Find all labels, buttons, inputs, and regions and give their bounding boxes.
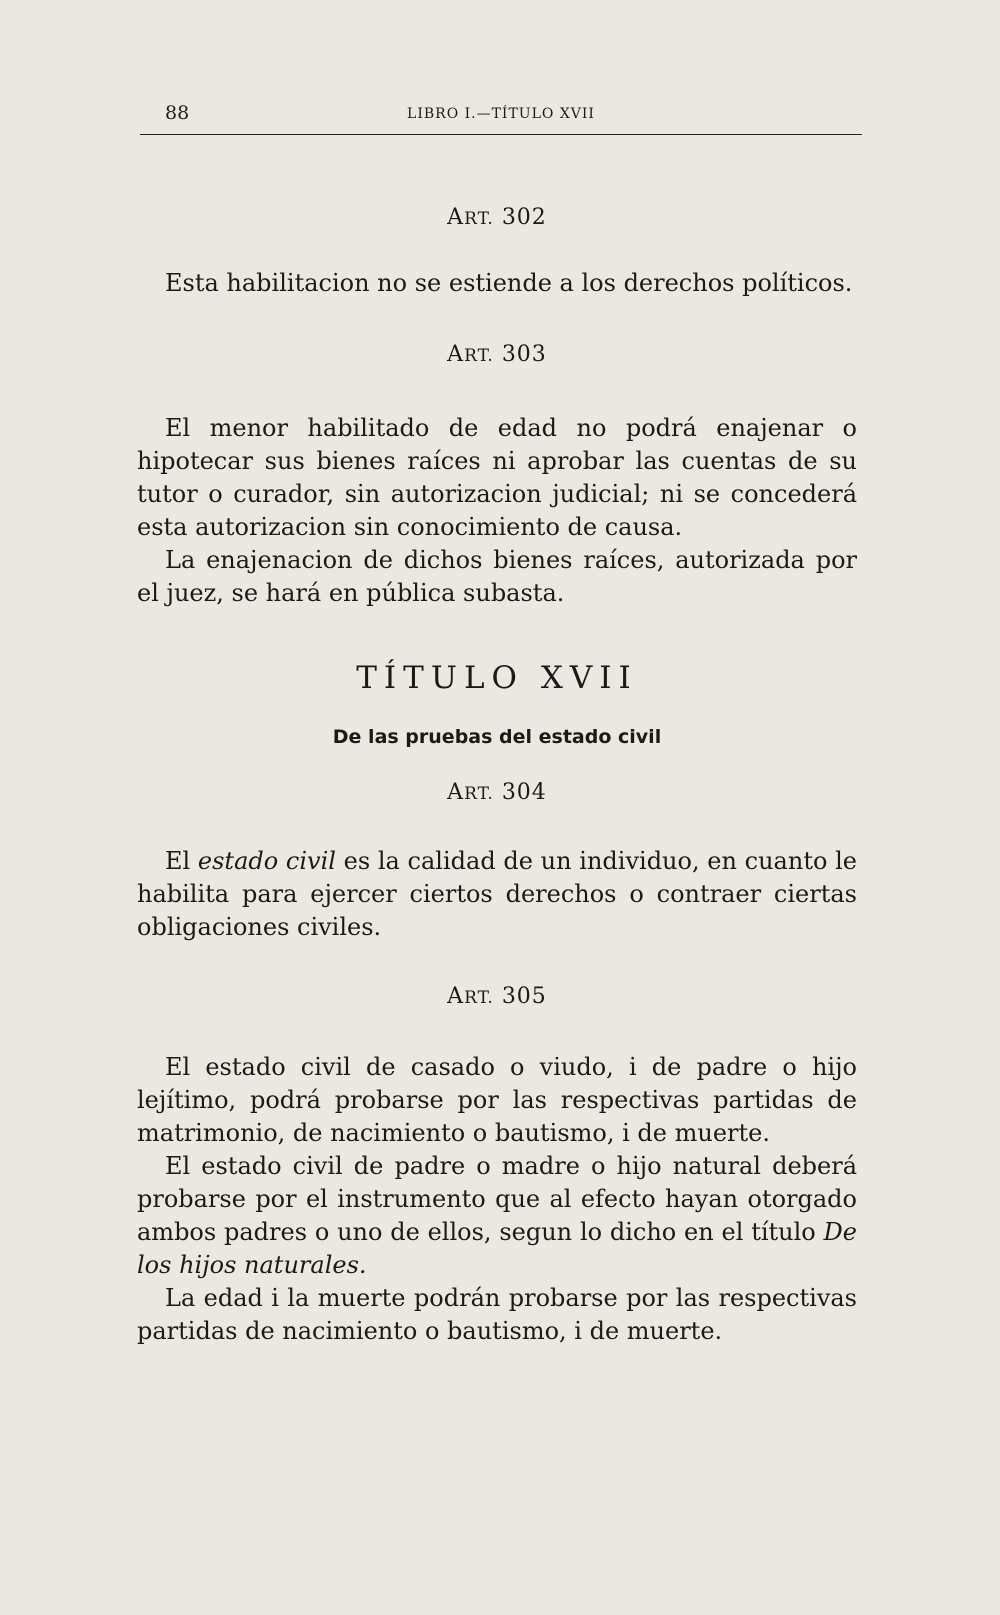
article-label-cap: A bbox=[447, 205, 465, 230]
text-run: El estado civil de padre o madre o hijo natural deberá probarse por el instrumento que al efecto hayan otorgado ambos padres o uno de ellos, segun lo dicho en el título bbox=[137, 1152, 857, 1246]
article-302-paragraph-1: Esta habilitacion no se estiende a los derechos políticos. bbox=[165, 269, 853, 297]
page-number: 88 bbox=[165, 102, 190, 124]
article-label-cap: A bbox=[447, 780, 465, 805]
text-run: El bbox=[165, 847, 198, 875]
article-heading bbox=[137, 342, 857, 367]
article-305 bbox=[137, 984, 857, 1348]
titulo-xvii bbox=[137, 660, 857, 748]
article-number: 304 bbox=[501, 780, 547, 805]
article-label-rest: RT. bbox=[464, 784, 494, 804]
italic-term: estado civil bbox=[197, 847, 336, 875]
article-label-cap: A bbox=[447, 984, 465, 1009]
article-305-paragraph-3: La edad i la muerte podrán probarse por las respectivas partidas de nacimiento o bautismo, i de muerte. bbox=[137, 1284, 857, 1345]
article-303-paragraph-2: La enajenacion de dichos bienes raíces, autorizada por el juez, se hará en pública subasta. bbox=[137, 546, 857, 607]
article-heading bbox=[137, 205, 857, 230]
article-305-paragraph-2 bbox=[137, 1150, 857, 1282]
article-number: 303 bbox=[501, 342, 547, 367]
page-header bbox=[140, 100, 862, 140]
article-302 bbox=[137, 205, 857, 300]
article-label-rest: RT. bbox=[464, 988, 494, 1008]
title-subheading: De las pruebas del estado civil bbox=[332, 726, 662, 748]
article-304 bbox=[137, 780, 857, 944]
text-run: es la calidad de un individuo, en cuanto le habilita para ejercer ciertos derechos o contraer ciertas obligaciones civiles. bbox=[137, 847, 857, 941]
page-body bbox=[137, 205, 857, 1348]
article-heading bbox=[137, 984, 857, 1009]
article-303-paragraph-1: El menor habilitado de edad no podrá enajenar o hipotecar sus bienes raíces ni aprobar las cuentas de su tutor o curador, sin autorizacion judicial; ni se concederá esta autorizacion sin conocimiento de causa. bbox=[137, 414, 857, 541]
article-number: 305 bbox=[501, 984, 547, 1009]
article-303 bbox=[137, 342, 857, 610]
title-heading: TÍTULO XVII bbox=[356, 660, 638, 696]
article-label-cap: A bbox=[447, 342, 465, 367]
article-number: 302 bbox=[501, 205, 547, 230]
article-label-rest: RT. bbox=[464, 209, 494, 229]
article-label-rest: RT. bbox=[464, 346, 494, 366]
italic-title: De los hijos naturales. bbox=[137, 1218, 857, 1279]
article-305-paragraph-1: El estado civil de casado o viudo, i de padre o hijo lejítimo, podrá probarse por las respectivas partidas de matrimonio, de nacimiento o bautismo, i de muerte. bbox=[137, 1053, 857, 1147]
header-rule bbox=[140, 134, 862, 135]
article-304-paragraph-1 bbox=[137, 845, 857, 944]
article-heading bbox=[137, 780, 857, 805]
running-title: LIBRO I.—TÍTULO XVII bbox=[407, 106, 595, 122]
